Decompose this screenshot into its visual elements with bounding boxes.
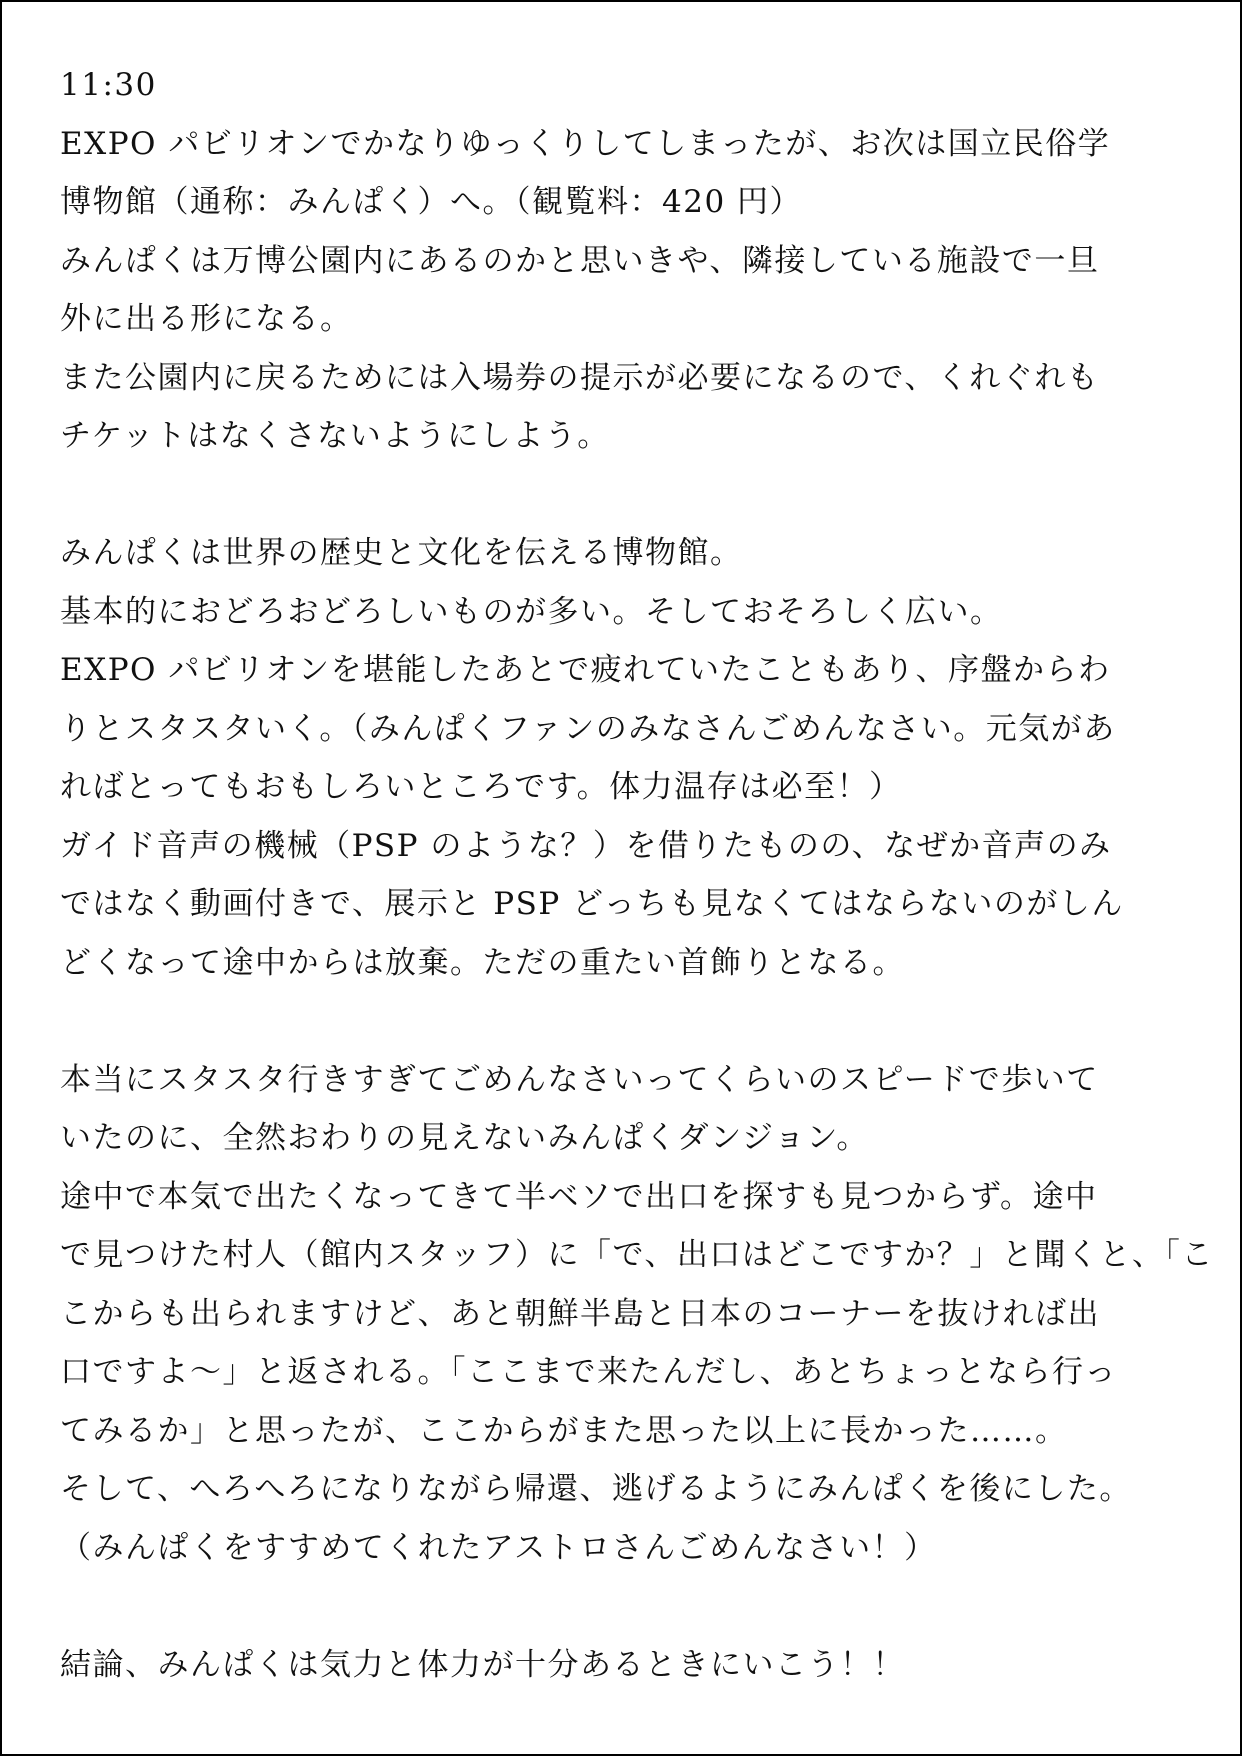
paragraph-gap — [60, 1577, 1190, 1636]
text-line: ではなく動画付きで、展示と PSP どっちも見なくてはならないのがしん — [60, 886, 1124, 922]
text-line: いたのに、全然おわりの見えないみんぱくダンジョン。 — [60, 1120, 869, 1156]
text-line: てみるか」と思ったが、ここからがまた思った以上に長かった……。 — [60, 1412, 1068, 1449]
text-line: りとスタスタいく。（みんぱくファンのみなさんごめんなさい。元気があ — [60, 710, 1116, 747]
text-line: みんぱくは万博公園内にあるのかと思いきや、隣接している施設で一旦 — [60, 242, 1100, 279]
text-line: 口ですよ～」と返される。「ここまで来たんだし、あとちょっとなら行っ — [60, 1354, 1117, 1390]
text-line: 外に出る形になる。 — [60, 301, 353, 337]
text-line: また公園内に戻るためには入場券の提示が必要になるので、くれぐれも — [60, 359, 1100, 396]
text-line: EXPO パビリオンを堪能したあとで疲れていたこともあり、序盤からわ — [60, 652, 1111, 688]
text-line: こからも出られますけど、あと朝鮮半島と日本のコーナーを抜ければ出 — [60, 1295, 1100, 1332]
text-line: そして、へろへろになりながら帰還、逃げるようにみんぱくを後にした。 — [60, 1471, 1132, 1507]
text-line: 博物館（通称：みんぱく）へ。（観覧料：420 円） — [60, 184, 803, 220]
time-heading: 11:30 — [60, 67, 157, 103]
text-line: EXPO パビリオンでかなりゆっくりしてしまったが、お次は国立民俗学 — [60, 125, 1111, 162]
text-line: チケットはなくさないようにしよう。 — [60, 418, 610, 454]
text-line: （みんぱくをすすめてくれたアストロさんごめんなさい！） — [60, 1529, 937, 1566]
text-line: みんぱくは世界の歴史と文化を伝える博物館。 — [60, 535, 743, 571]
text-line: で見つけた村人（館内スタッフ）に「で、出口はどこですか？」と聞くと、「こ — [60, 1237, 1214, 1273]
paragraph-gap — [60, 466, 1190, 525]
text-line: 本当にスタスタ行きすぎてごめんなさいってくらいのスピードで歩いて — [60, 1061, 1099, 1098]
article-body — [60, 56, 1214, 1694]
text-line: 基本的におどろおどろしいものが多い。そしておそろしく広い。 — [60, 593, 1003, 630]
text-line: ればとってもおもしろいところです。体力温存は必至！） — [60, 769, 902, 805]
paragraph-gap — [60, 992, 1190, 1051]
text-line: 途中で本気で出たくなってきて半ベソで出口を探すも見つからず。途中 — [60, 1178, 1098, 1215]
conclusion-line: 結論、みんぱくは気力と体力が十分あるときにいこう！！ — [60, 1646, 905, 1683]
text-line: どくなって途中からは放棄。ただの重たい首飾りとなる。 — [60, 944, 905, 981]
text-line: ガイド音声の機械（PSP のような？）を借りたものの、なぜか音声のみ — [60, 827, 1112, 864]
